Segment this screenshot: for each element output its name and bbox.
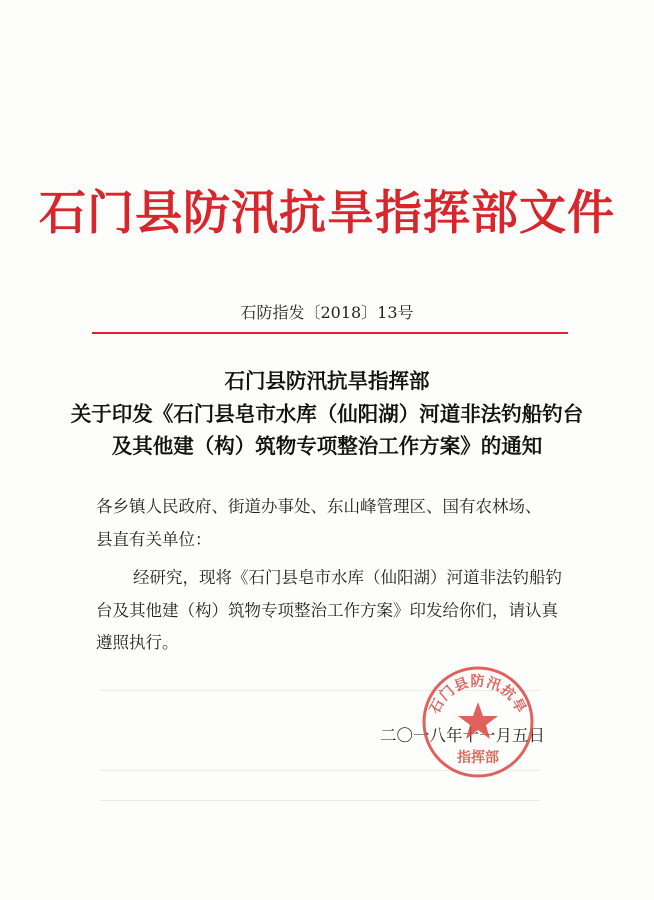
notice-title-line-3: 及其他建（构）筑物专项整治工作方案》的通知 (111, 434, 543, 458)
show-through-rule (100, 800, 540, 801)
body-paragraph-line-3: 遵照执行。 (96, 633, 179, 652)
notice-title-line-1: 石门县防汛抗旱指挥部 (224, 369, 430, 393)
document-number: 石防指发〔2018〕13号 (240, 303, 414, 322)
body-paragraph-line-2: 台及其他建（构）筑物专项整治工作方案》印发给你们，请认真 (96, 601, 558, 620)
document-header-title: 石门县防汛抗旱指挥部文件 (39, 186, 615, 241)
official-seal (420, 664, 536, 780)
addressee-line-2: 县直有关单位： (96, 530, 212, 549)
svg-text:石门县防汛抗旱: 石门县防汛抗旱 (426, 674, 530, 717)
seal-star-icon (458, 702, 498, 739)
red-separator-rule (92, 332, 568, 334)
addressee-line-1: 各乡镇人民政府、街道办事处、东山峰管理区、国有农林场、 (96, 497, 542, 516)
issue-date: 二〇一八年十一月五日 (380, 726, 545, 745)
notice-title-line-2: 关于印发《石门县皂市水库（仙阳湖）河道非法钓船钓台 (70, 402, 584, 426)
body-paragraph-line-1: 经研究，现将《石门县皂市水库（仙阳湖）河道非法钓船钓 (133, 568, 562, 587)
svg-text:指挥部: 指挥部 (457, 750, 499, 766)
